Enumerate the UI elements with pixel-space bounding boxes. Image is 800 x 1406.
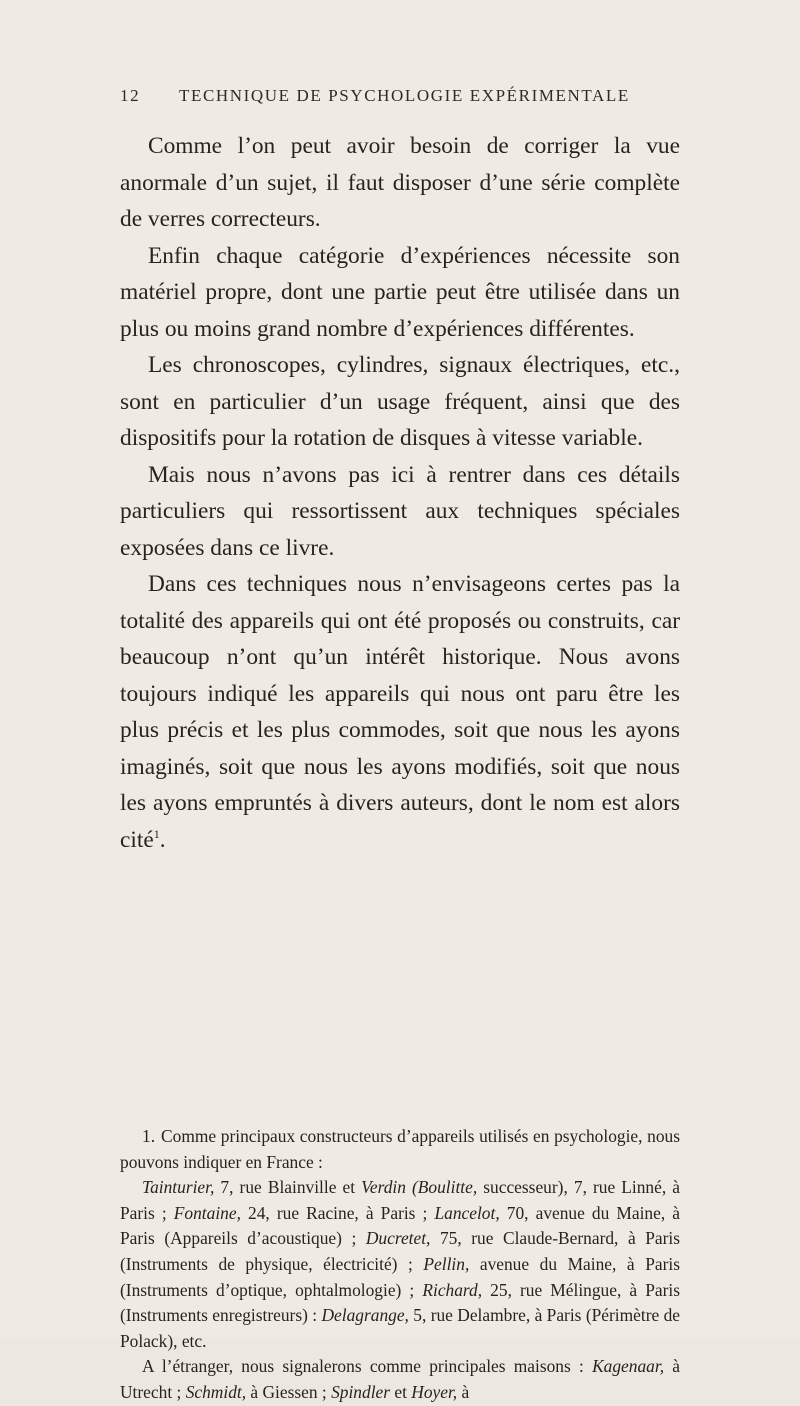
maker-details: 5, rue Delambre, à Paris (Périmètre de Polack), etc. bbox=[120, 1305, 680, 1351]
maker-name: Verdin (Boulitte, bbox=[361, 1177, 478, 1198]
maker-name: Ducretet, bbox=[365, 1228, 431, 1249]
maker-name: Hoyer, bbox=[411, 1381, 458, 1402]
maker-name: Richard, bbox=[422, 1279, 483, 1300]
running-title: TECHNIQUE DE PSYCHOLOGIE EXPÉRIMENTALE bbox=[179, 86, 630, 105]
maker-details: 70, avenue du Maine, à Paris (Appareils d’acoustique) ; bbox=[120, 1202, 680, 1249]
maker-name: Lancelot, bbox=[434, 1202, 500, 1223]
paragraph-5-text: Dans ces techniques nous n’envisageons certes pas la totalité des appareils qui ont été proposés ou construits, car beaucoup n’ont qu’un intérêt historique. Nous avons toujours indiqué les appareils qui nous ont paru être les plus précis et les plus commodes, soit que nous les ayons imaginés, soit que nous les ayons modifiés, soit que nous les ayons empruntés à divers auteurs, dont le nom est alors cité bbox=[120, 571, 680, 853]
maker-name: Delagrange, bbox=[321, 1305, 409, 1326]
maker-details: 25, rue Mélingue, à Paris (Instruments enregistreurs) : bbox=[120, 1279, 680, 1326]
maker-name: Fontaine, bbox=[173, 1202, 241, 1223]
maker-name: Kagenaar, bbox=[592, 1356, 665, 1377]
paragraph-5 bbox=[120, 566, 680, 858]
paragraph-1: Comme l’on peut avoir besoin de corriger la vue anormale d’un sujet, il faut disposer d’une série complète de verres correcteurs. bbox=[120, 133, 680, 232]
maker-details: successeur), 7, rue Linné, à Paris ; bbox=[120, 1177, 680, 1223]
maker-details: avenue du Maine, à Paris (Instruments d’optique, ophtalmologie) ; bbox=[120, 1253, 680, 1300]
footnote-reference: 1 bbox=[153, 826, 160, 841]
paragraph-2: Enfin chaque catégorie d’expériences nécessite son matériel propre, dont une partie peut être utilisée dans un plus ou moins grand nombre d’expériences différentes. bbox=[120, 242, 680, 342]
paragraph-5-end: . bbox=[159, 826, 166, 853]
paragraph-4: Mais nous n’avons pas ici à rentrer dans ces détails particuliers qui ressortissent aux techniques spéciales exposées dans ce livre. bbox=[120, 461, 680, 561]
maker-details: 24, rue Racine, à Paris ; bbox=[240, 1202, 435, 1223]
page-number: 12 bbox=[120, 86, 141, 105]
footnote-intro: Comme principaux constructeurs d’appareils utilisés en psychologie, nous pouvons indiquer en France : bbox=[120, 1126, 680, 1172]
footnote-1-list bbox=[120, 1175, 680, 1354]
footnote-1 bbox=[120, 1124, 680, 1175]
footnote-block bbox=[120, 1124, 680, 1406]
maker-name: Pellin, bbox=[423, 1253, 470, 1274]
abroad-intro: A l’étranger, nous signalerons comme principales maisons : bbox=[142, 1356, 593, 1377]
maker-details: 7, rue Blainville et bbox=[214, 1177, 362, 1198]
maker-details: à Giessen ; bbox=[246, 1381, 332, 1402]
maker-details: à bbox=[457, 1381, 470, 1402]
running-header bbox=[120, 84, 680, 108]
footnote-1-abroad bbox=[120, 1354, 680, 1405]
maker-details: et bbox=[390, 1381, 412, 1402]
footnote-marker: 1. bbox=[142, 1126, 156, 1146]
maker-name: Tainturier, bbox=[142, 1177, 215, 1198]
paragraph-3: Les chronoscopes, cylindres, signaux électriques, etc., sont en particulier d’un usage fréquent, ainsi que des dispositifs pour la rotation de disques à vitesse variable. bbox=[120, 352, 680, 451]
main-text bbox=[120, 128, 680, 858]
maker-name: Spindler bbox=[331, 1381, 391, 1402]
maker-details: à Utrecht ; bbox=[120, 1356, 680, 1402]
maker-name: Schmidt, bbox=[185, 1381, 247, 1402]
maker-details: 75, rue Claude-Bernard, à Paris (Instruments de physique, électricité) ; bbox=[120, 1228, 680, 1274]
